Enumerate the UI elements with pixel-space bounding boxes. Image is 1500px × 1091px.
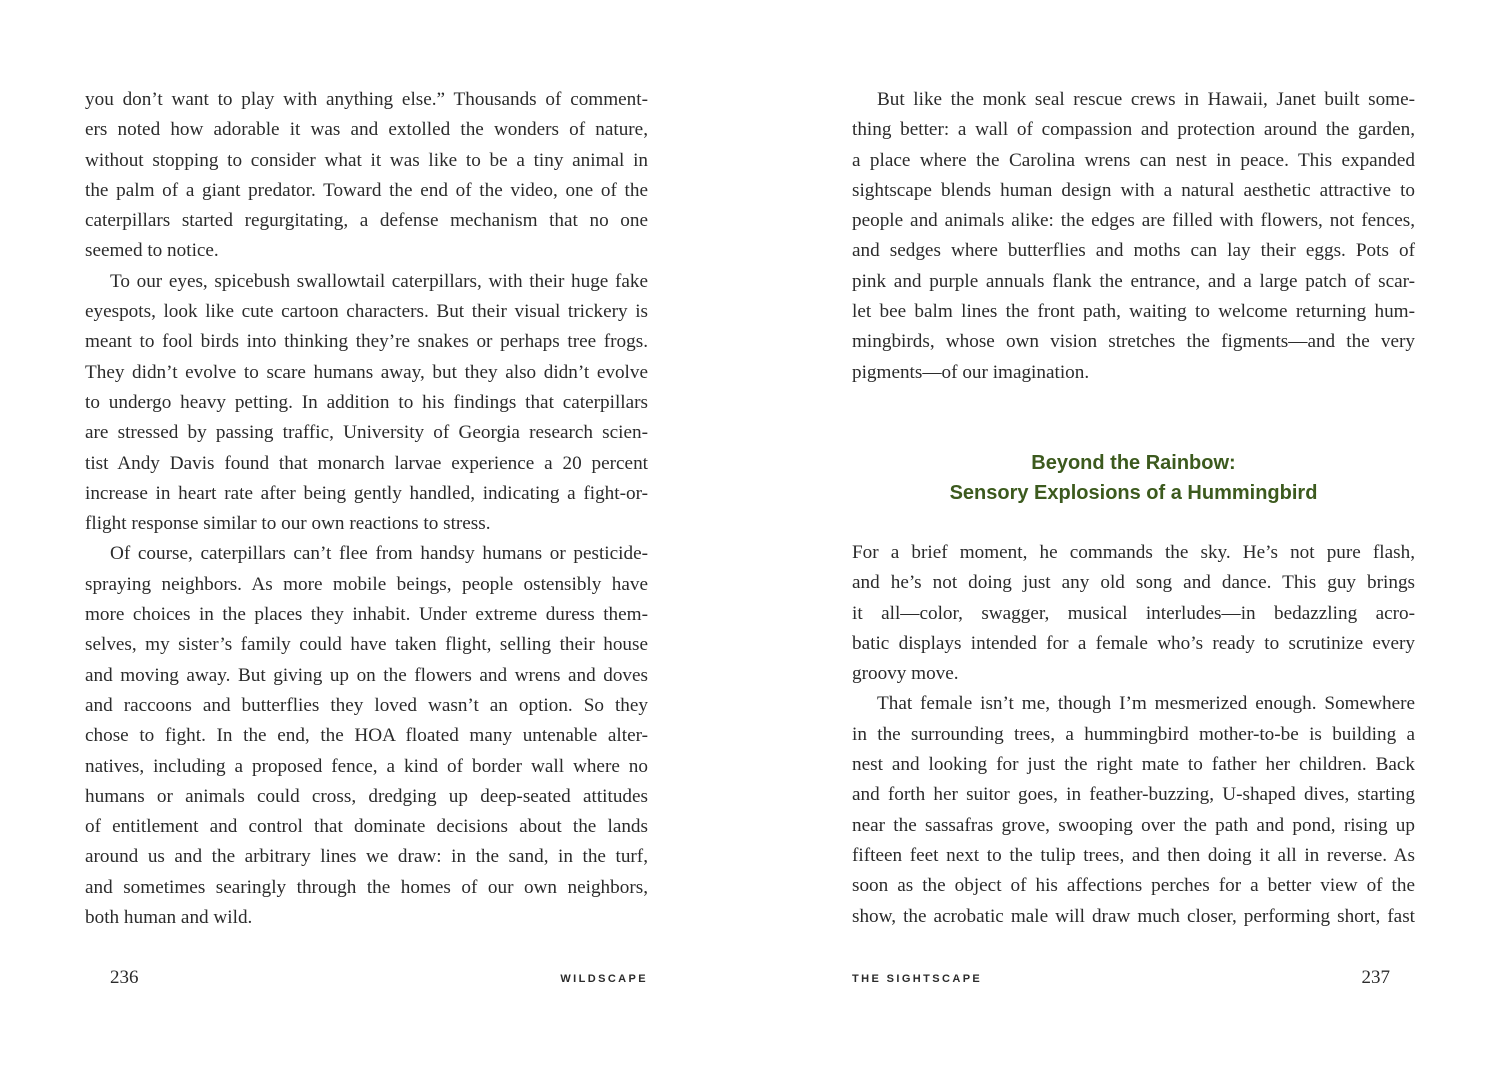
text-line: and raccoons and butterflies they loved wasn’t an option. So they xyxy=(85,694,648,716)
text-line: tist Andy Davis found that monarch larvae experience a 20 percent xyxy=(85,452,648,474)
text-line: and he’s not doing just any old song and dance. This guy brings xyxy=(852,572,1415,594)
text-line: and sedges where butterflies and moths can lay their eggs. Pots of xyxy=(852,240,1415,262)
text-line: fifteen feet next to the tulip trees, and then doing it all in reverse. As xyxy=(852,844,1415,866)
text-line: But like the monk seal rescue crews in Hawaii, Janet built some- xyxy=(877,89,1415,110)
text-line: show, the acrobatic male will draw much closer, performing short, fast xyxy=(852,905,1415,927)
text-line: increase in heart rate after being gently handled, indicating a fight-or- xyxy=(85,482,648,504)
text-line: flight response similar to our own reactions to stress. xyxy=(85,513,491,535)
text-line: pink and purple annuals flank the entrance, and a large patch of scar- xyxy=(852,270,1415,292)
text-line: That female isn’t me, though I’m mesmerized enough. Somewhere xyxy=(877,693,1415,715)
page-number: 237 xyxy=(1361,967,1390,988)
text-line: you don’t want to play with anything else.” Thousands of comment- xyxy=(85,89,648,110)
text-line: caterpillars started regurgitating, a defense mechanism that no one xyxy=(85,210,648,232)
text-line: thing better: a wall of compassion and protection around the garden, xyxy=(852,119,1415,141)
text-line: more choices in the places they inhabit. Under extreme duress them- xyxy=(85,604,648,626)
text-line: They didn’t evolve to scare humans away, but they also didn’t evolve xyxy=(85,361,648,383)
text-line: both human and wild. xyxy=(85,907,253,929)
text-line: groovy move. xyxy=(852,663,959,685)
text-line: it all—color, swagger, musical interludes—in bedazzling acro- xyxy=(852,602,1415,624)
text-line: sightscape blends human design with a natural aesthetic attractive to xyxy=(852,179,1415,201)
text-line: meant to fool birds into thinking they’re snakes or perhaps tree frogs. xyxy=(85,331,648,353)
text-line: natives, including a proposed fence, a kind of border wall where no xyxy=(85,755,648,777)
right-body-text-lower xyxy=(852,538,1415,932)
text-line: For a brief moment, he commands the sky. He’s not pure flash, xyxy=(852,542,1415,563)
text-line: Of course, caterpillars can’t flee from handsy humans or pesticide- xyxy=(110,543,648,565)
text-line: ers noted how adorable it was and extolled the wonders of nature, xyxy=(85,119,648,141)
right-page xyxy=(750,0,1500,1091)
section-heading-line: Sensory Explosions of a Hummingbird xyxy=(949,482,1318,504)
text-line: in the surrounding trees, a hummingbird mother-to-be is building a xyxy=(852,723,1415,745)
running-head: THE SIGHTSCAPE xyxy=(852,973,983,985)
text-line: mingbirds, whose own vision stretches the figments—and the very xyxy=(852,331,1415,353)
text-line: let bee balm lines the front path, waiting to welcome returning hum- xyxy=(852,301,1415,323)
text-line: the palm of a giant predator. Toward the end of the video, one of the xyxy=(85,179,648,201)
text-line: around us and the arbitrary lines we draw: in the sand, in the turf, xyxy=(85,846,648,868)
text-line: selves, my sister’s family could have taken flight, selling their house xyxy=(85,634,648,656)
text-line: spraying neighbors. As more mobile beings, people ostensibly have xyxy=(85,573,648,595)
section-heading xyxy=(852,448,1415,508)
text-line: are stressed by passing traffic, University of Georgia research scien- xyxy=(85,422,648,444)
text-line: chose to fight. In the end, the HOA floated many untenable alter- xyxy=(85,725,648,747)
running-head: WILDSCAPE xyxy=(560,973,648,985)
text-line: people and animals alike: the edges are filled with flowers, not fences, xyxy=(852,210,1415,232)
text-line: and sometimes searingly through the homes of our own neighbors, xyxy=(85,876,648,898)
text-line: soon as the object of his affections perches for a better view of the xyxy=(852,875,1415,897)
text-line: and forth her suitor goes, in feather-buzzing, U-shaped dives, starting xyxy=(852,784,1415,806)
section-heading-line: Beyond the Rainbow: xyxy=(1031,452,1236,474)
right-body-text-upper xyxy=(852,85,1415,388)
text-line: and moving away. But giving up on the flowers and wrens and doves xyxy=(85,664,648,686)
page-number: 236 xyxy=(110,967,139,988)
text-line: batic displays intended for a female who’s ready to scrutinize every xyxy=(852,632,1415,654)
text-line: of entitlement and control that dominate decisions about the lands xyxy=(85,816,648,838)
text-line: a place where the Carolina wrens can nest in peace. This expanded xyxy=(852,149,1415,171)
text-line: nest and looking for just the right mate to father her children. Back xyxy=(852,754,1415,776)
text-line: To our eyes, spicebush swallowtail caterpillars, with their huge fake xyxy=(110,270,648,292)
text-line: humans or animals could cross, dredging up deep-seated attitudes xyxy=(85,785,648,807)
text-line: without stopping to consider what it was like to be a tiny animal in xyxy=(85,149,648,171)
left-body-text xyxy=(85,85,648,933)
text-line: to undergo heavy petting. In addition to his findings that caterpillars xyxy=(85,391,648,413)
text-line: eyespots, look like cute cartoon characters. But their visual trickery is xyxy=(85,301,648,323)
text-line: seemed to notice. xyxy=(85,240,219,262)
text-line: pigments—of our imagination. xyxy=(852,361,1090,383)
text-line: near the sassafras grove, swooping over the path and pond, rising up xyxy=(852,814,1415,836)
